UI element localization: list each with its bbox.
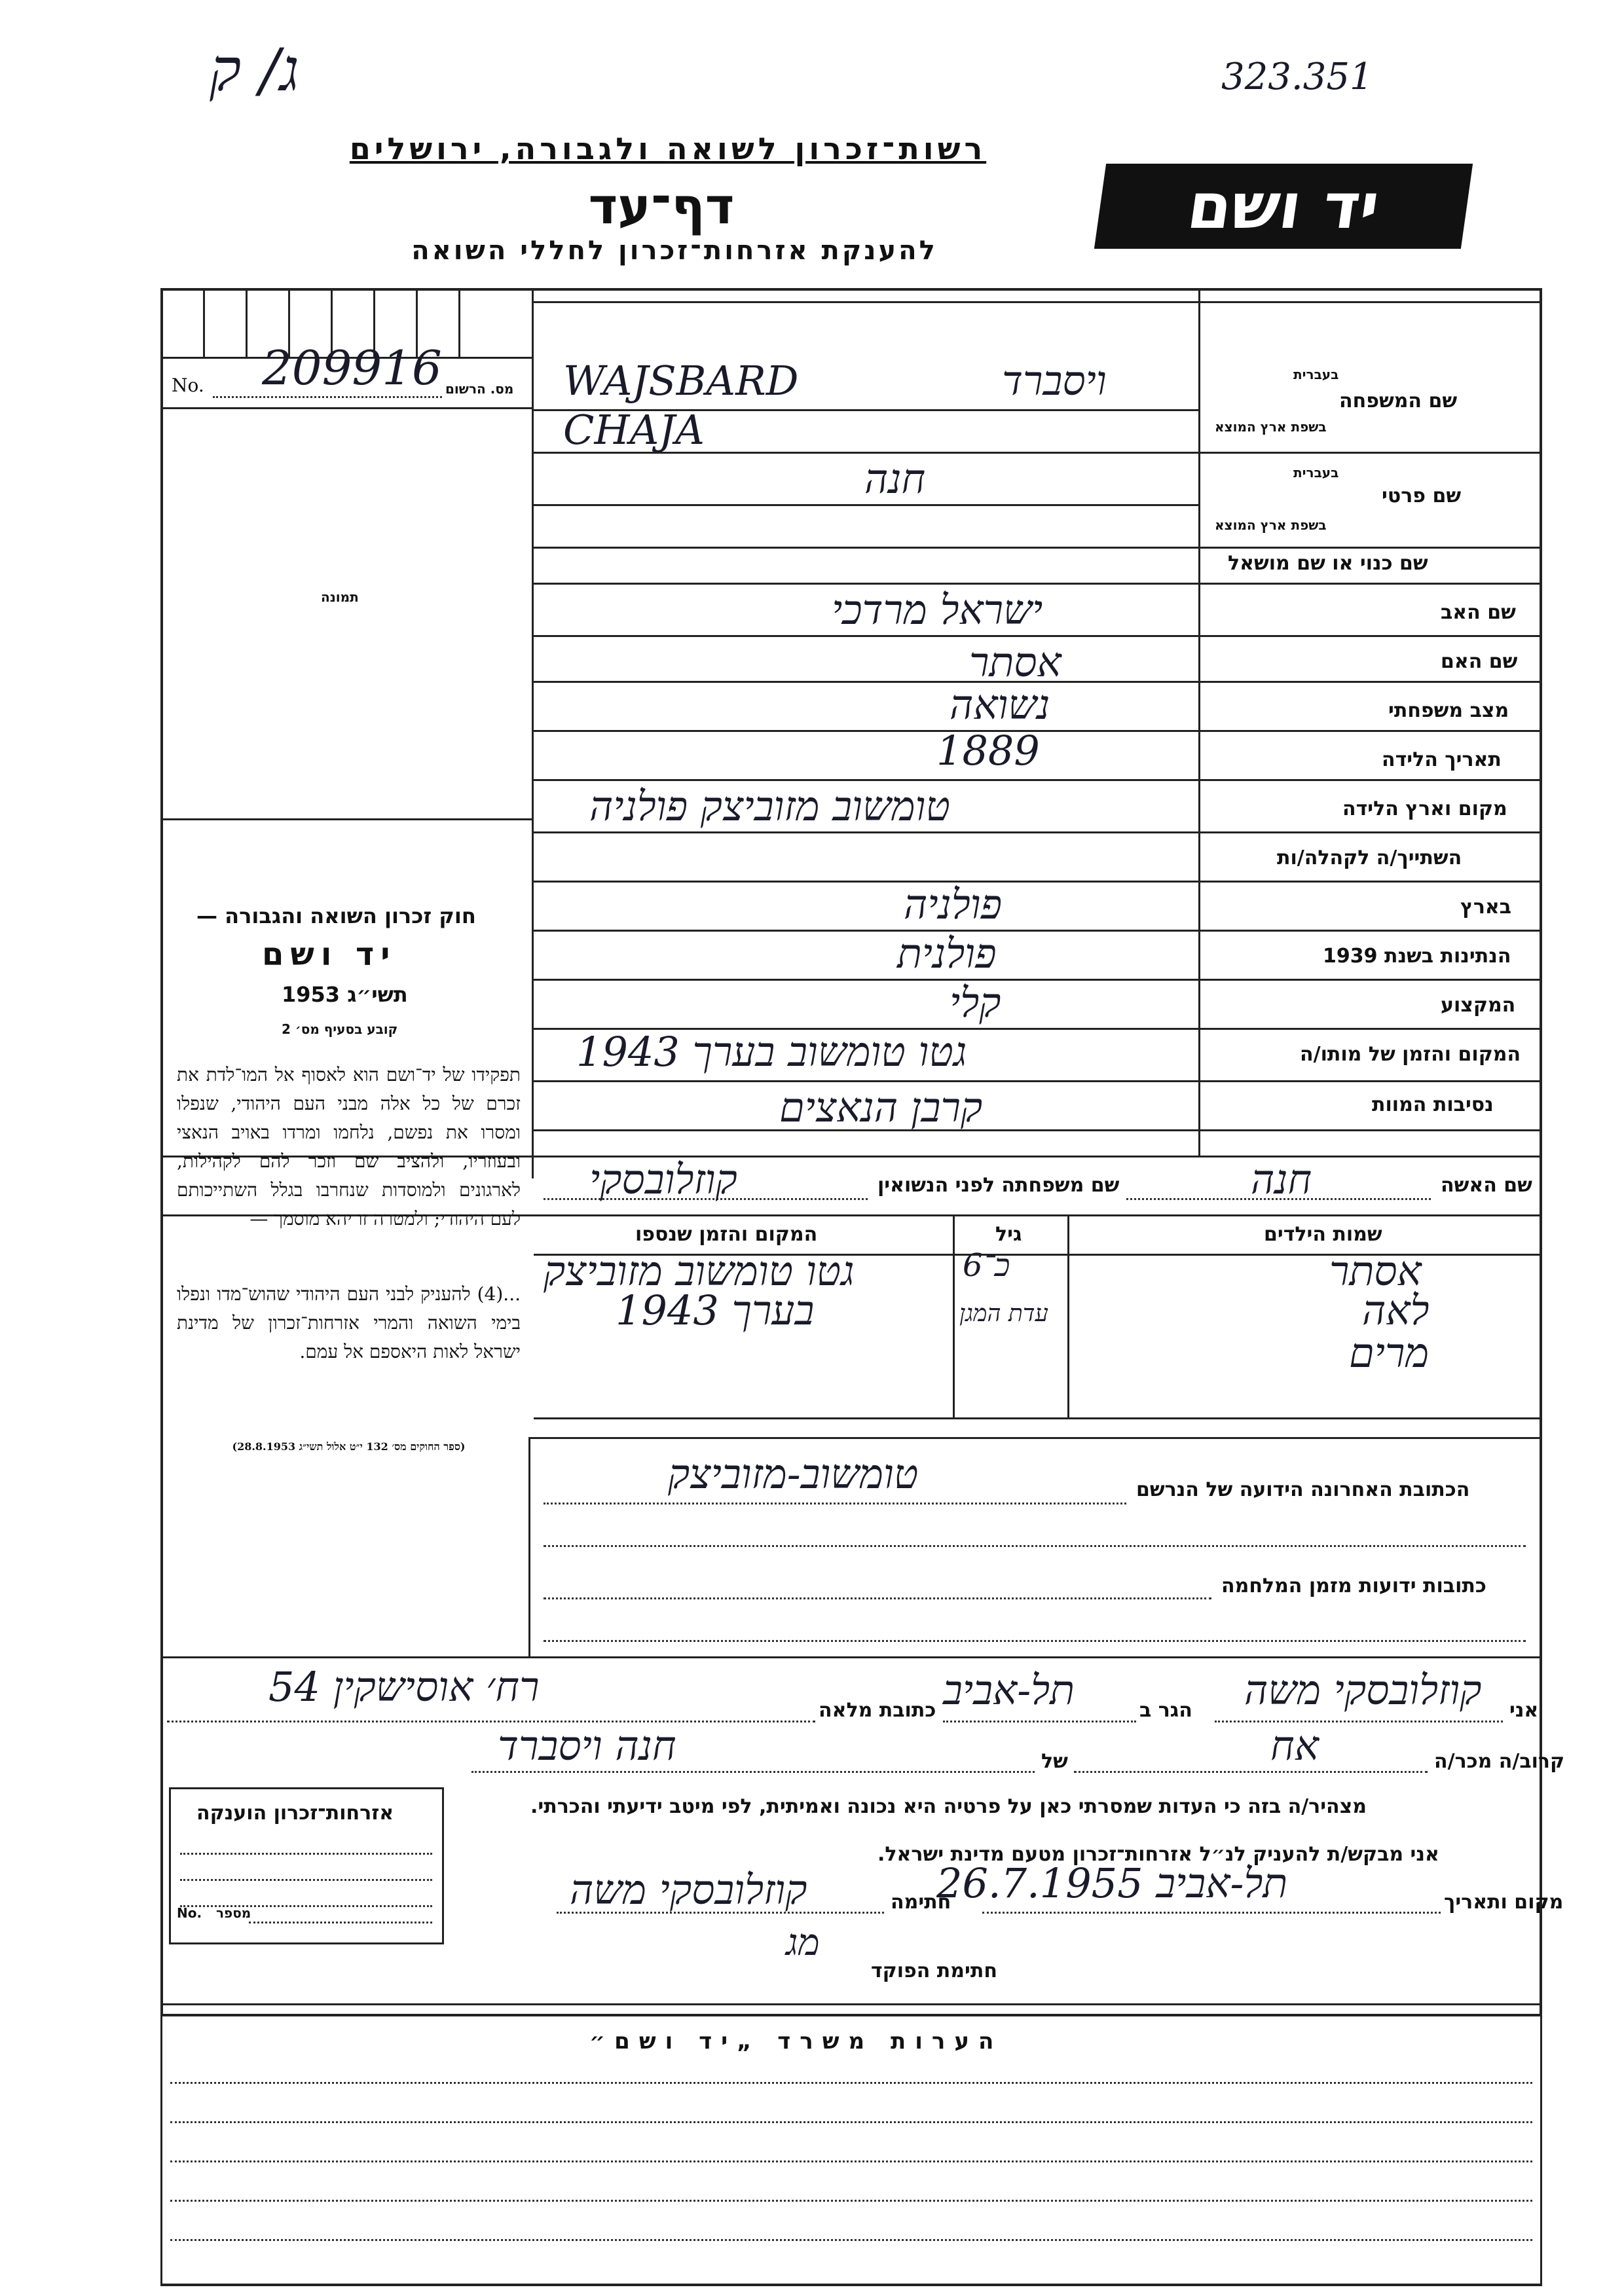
declarant-address: רח׳ אוסישקין 54 — [268, 1663, 540, 1711]
father-value: ישראל מרדכי — [832, 586, 1043, 634]
death-place-label: המקום והזמן של מותו/ה — [1300, 1043, 1521, 1066]
declaration-request: אני מבקש/ת להעניק לנ״ל אזרחות־זכרון מטעם מדינת ישראל. — [877, 1843, 1439, 1866]
child-age-1: כ־6 — [963, 1247, 1010, 1284]
notes-title: הערות משרד „יד ושם״ — [589, 2028, 1003, 2054]
birth-place-label: מקום וארץ הלידה — [1342, 797, 1507, 820]
law-paragraph-1: תפקידו של יד־ושם הוא לאסוף אל המו־לדת את זכרם של כל אלה מבני העם היהודי, שנפלו ומסרו את נפשם, נלחמו ומרדו באויב הנאצי ובעוזריו, ולהציב שם וזכר להם לקהילות, לארגונים ולמוסדות שנחרבו בגלל השתייכותם לעם היהודי; ולמטרה זו יהא מוסמך — — [177, 1064, 521, 1230]
family-name-label: שם המשפחה — [1339, 390, 1458, 412]
registration-he-label: מס. הרשום — [445, 381, 514, 397]
officer-signature: מג — [786, 1922, 820, 1964]
family-name-origin-label: בשפת ארץ המוצא — [1215, 419, 1327, 435]
place-date-value: תל-אביב 26.7.1955 — [936, 1859, 1288, 1907]
relation-value: אח — [1270, 1722, 1319, 1770]
registration-number: 209916 — [262, 340, 442, 395]
marital-status-label: מצב משפחתי — [1388, 699, 1509, 722]
declarant-city: תל-אביב — [943, 1666, 1075, 1714]
birth-date-value: 1889 — [936, 727, 1040, 774]
declarant-name: קוזלובסקי משה — [1244, 1666, 1482, 1714]
registration-en-label: No. — [172, 374, 204, 396]
yad-vashem-logo: יד ושם — [1094, 164, 1473, 249]
relation-label: קרוב/ה מכר/ה — [1434, 1750, 1565, 1773]
declarant-resides-label: הגר ב — [1139, 1699, 1192, 1722]
law-name: יד ושם — [262, 936, 397, 973]
mother-value: אסתר — [969, 638, 1061, 686]
authority-line: רשות־זכרון לשואה ולגבורה, ירושלים — [349, 131, 987, 166]
archive-reference-number: 323.351 — [1221, 56, 1373, 98]
country-label: בארץ — [1460, 896, 1512, 919]
wife-label: שם האשה — [1441, 1174, 1532, 1197]
profession-value: קלי — [950, 979, 1001, 1027]
child-place-2: בערך 1943 — [616, 1286, 815, 1334]
citizenship-label: הנתינות בשנת 1939 — [1323, 945, 1511, 968]
child-age-2: עדת המגן — [959, 1300, 1048, 1327]
declarant-signature: קוזלובסקי משה — [570, 1866, 807, 1914]
last-address-value: טומשוב-מזוביצק — [668, 1450, 919, 1498]
child-place-1: גטו טומשוב מזוביצק — [544, 1247, 855, 1295]
first-name-hebrew-label: בעברית — [1293, 465, 1339, 481]
death-cause-value: קרבן הנאצים — [779, 1084, 983, 1131]
profession-label: המקצוע — [1441, 994, 1516, 1017]
first-name-origin-label: בשפת ארץ המוצא — [1215, 517, 1327, 533]
form-title: דף־עד — [588, 177, 735, 235]
father-label: שם האב — [1441, 601, 1516, 624]
first-name-value: חנה — [864, 455, 926, 503]
officer-signature-label: חתימת הפוקד — [871, 1959, 997, 1982]
mother-label: שם האם — [1441, 650, 1518, 673]
birth-date-label: תאריך הלידה — [1382, 748, 1502, 771]
form-subtitle: להענקת אזרחות־זכרון לחללי השואה — [411, 236, 938, 266]
declarant-i-label: אני — [1509, 1699, 1539, 1722]
birth-place-value: טומשוב מזוביצק פולניה — [589, 782, 950, 830]
citizenship-granted-title: אזרחות־זכרון הוענקה — [196, 1802, 394, 1825]
family-name-hebrew-value: ויסברד — [1002, 357, 1107, 405]
citizenship-granted-he-label: מספר — [216, 1905, 251, 1921]
last-address-label: הכתובת האחרונה הידועה של הנרשם — [1136, 1478, 1470, 1501]
citizenship-granted-en-label: No. — [177, 1905, 202, 1921]
place-date-label: מקום ותאריך — [1444, 1891, 1564, 1914]
child-name-1: אסתר — [1329, 1247, 1422, 1295]
child-name-2: לאה — [1362, 1286, 1430, 1334]
nickname-label: שם כנוי או שם מושאל — [1228, 552, 1428, 575]
first-name-label: שם פרטי — [1382, 484, 1462, 507]
family-name-hebrew-label: בעברית — [1293, 367, 1339, 382]
wife-maiden-value: קוזלובסקי — [589, 1156, 737, 1203]
declarant-address-label: כתובת מלאה — [819, 1699, 936, 1722]
death-cause-label: נסיבות המוות — [1372, 1093, 1494, 1116]
law-paragraph-2: ...(4) להעניק לבני העם היהודי שהוש־מדו ונפלו בימי השואה והמרי אזרחות־זכרון של מדינת ישראל לאות היאספם אל עמם. — [177, 1283, 521, 1362]
relation-of-label: של — [1041, 1750, 1068, 1773]
marital-status-value: נשואה — [950, 681, 1050, 729]
law-reference: (ספר החוקים מס׳ 132 י״ט אלול תשי״ג 28.8.1953) — [232, 1440, 466, 1453]
country-value: פולניה — [904, 881, 1003, 928]
death-place-value: גטו טומשוב בערך 1943 — [576, 1028, 967, 1076]
law-year: תשי״ג 1953 — [282, 982, 408, 1007]
law-title: חוק זכרון השואה והגבורה — — [196, 903, 476, 928]
wife-maiden-label: שם משפחתה לפני הנשואין — [877, 1174, 1120, 1197]
family-name-origin-value: CHAJA — [563, 406, 705, 454]
law-clause: קובע בסעיף מס׳ 2 — [282, 1021, 398, 1037]
children-names-header: שמות הילדים — [1264, 1223, 1382, 1246]
child-name-3: מרים — [1349, 1329, 1430, 1377]
community-label: השתייך/ה לקהלה/ות — [1277, 847, 1462, 869]
photo-label: תמונה — [321, 589, 359, 605]
war-address-label: כתובות ידועות מזמן המלחמה — [1221, 1575, 1486, 1597]
children-age-header: גיל — [995, 1223, 1022, 1246]
corner-handwritten-mark: ג/ ק — [210, 36, 299, 105]
signature-label: חתימה — [891, 1891, 951, 1914]
citizenship-value: פולנית — [897, 930, 997, 977]
wife-value: חנה — [1251, 1156, 1312, 1203]
children-place-header: המקום והזמן שנספו — [635, 1223, 818, 1246]
family-name-latin-value: WAJSBARD — [563, 357, 799, 405]
declaration-statement: מצהיר/ה בזה כי העדות שמסרתי כאן על פרטיה היא נכונה ואמיתית, לפי מיטב ידיעתי והכרתי. — [530, 1795, 1367, 1818]
relation-of-value: חנה ויסברד — [498, 1722, 676, 1770]
